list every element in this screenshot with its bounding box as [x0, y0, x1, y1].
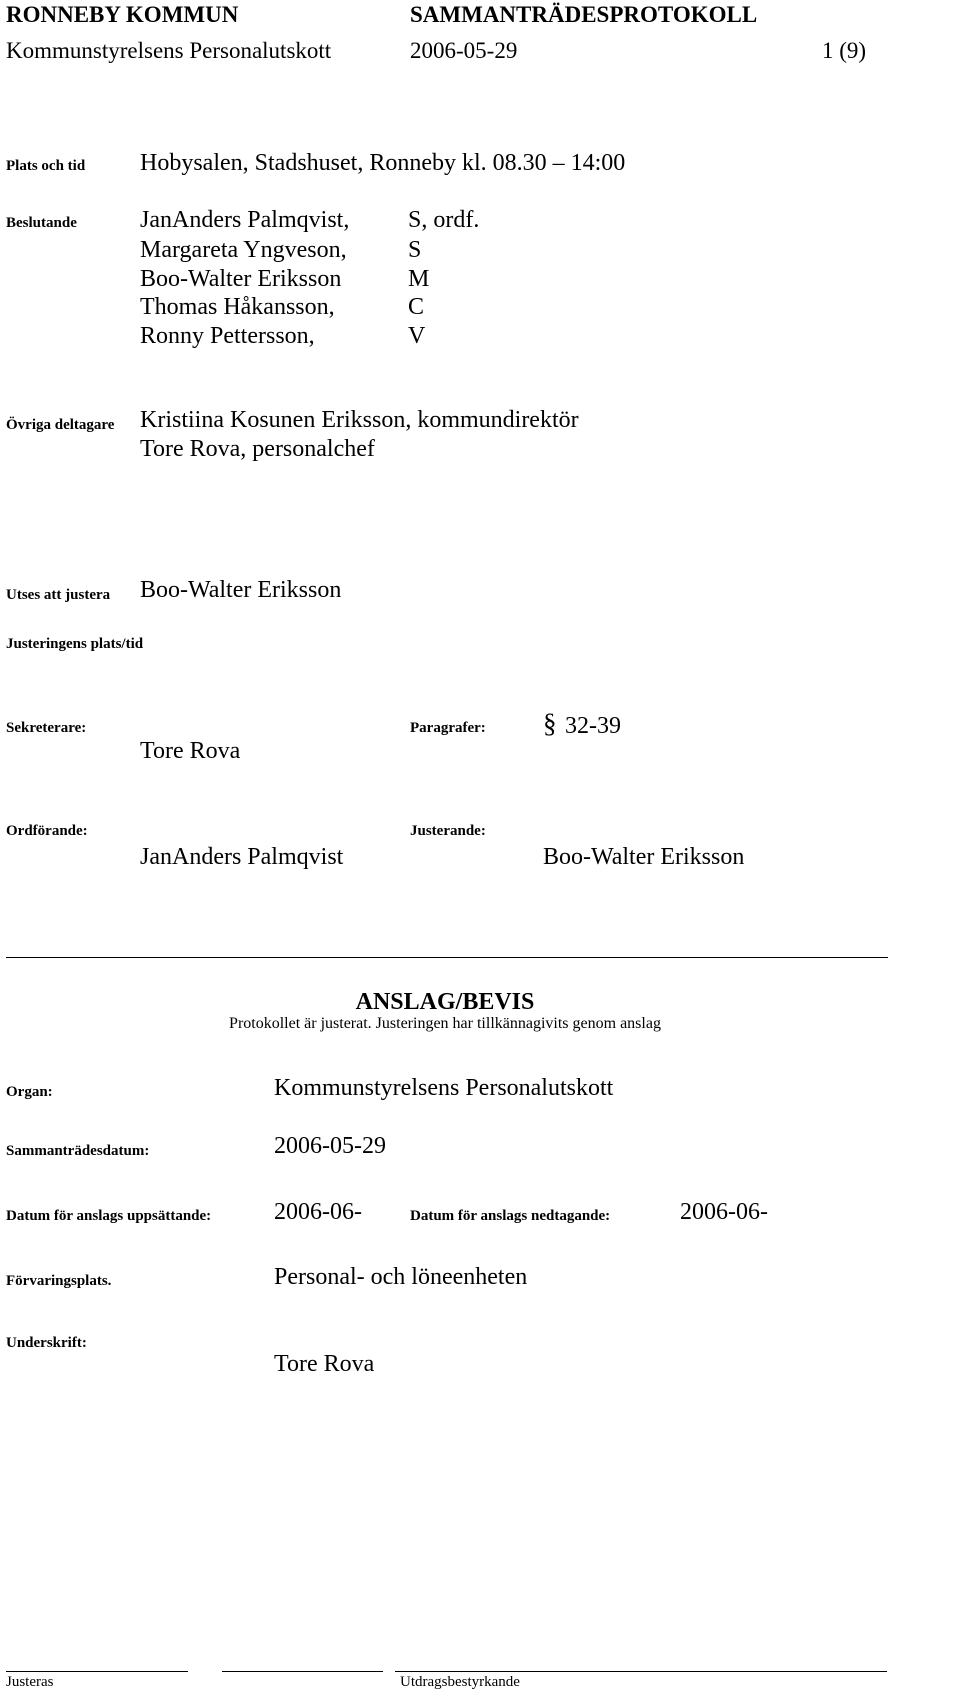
place-value: Hobysalen, Stadshuset, Ronneby kl. 08.30 – 14:00 [140, 150, 626, 176]
chair-label: Ordförande: [6, 823, 88, 839]
signature-value: Tore Rova [274, 1351, 375, 1377]
footer-line-left [6, 1671, 188, 1672]
storage-value: Personal- och löneenheten [274, 1264, 528, 1290]
posted-value: 2006-06- [274, 1199, 362, 1225]
notice-title: ANSLAG/BEVIS [355, 989, 535, 1015]
chair-name: JanAnders Palmqvist [140, 844, 344, 870]
org-name: RONNEBY KOMMUN [6, 2, 239, 27]
meeting-date-label: Sammanträdesdatum: [6, 1143, 150, 1159]
organ-value: Kommunstyrelsens Personalutskott [274, 1075, 614, 1101]
place-label: Plats och tid [6, 158, 86, 174]
adjusting-name: Boo-Walter Eriksson [543, 844, 745, 870]
member-name: Boo-Walter Eriksson [140, 266, 342, 292]
footer-adjust-label: Justeras [6, 1674, 54, 1690]
footer-certify-label: Utdragsbestyrkande [400, 1674, 520, 1690]
other-participant: Tore Rova, personalchef [140, 436, 375, 462]
adjusting-label: Justerande: [410, 823, 486, 839]
posted-label: Datum för anslags uppsättande: [6, 1208, 212, 1224]
others-label: Övriga deltagare [6, 417, 115, 433]
footer-line-mid [222, 1671, 383, 1672]
member-name: Thomas Håkansson, [140, 294, 335, 320]
secretary-name: Tore Rova [140, 738, 241, 764]
section-divider [6, 957, 888, 958]
storage-label: Förvaringsplats. [6, 1273, 112, 1289]
member-name: Ronny Pettersson, [140, 323, 315, 349]
footer-line-right [395, 1671, 887, 1672]
paragraph-symbol: § [543, 708, 557, 738]
document-type: SAMMANTRÄDESPROTOKOLL [410, 2, 758, 27]
adjuster-label: Utses att justera [6, 587, 111, 603]
signature-label: Underskrift: [6, 1335, 87, 1351]
member-party: C [408, 294, 425, 320]
adjuster-value: Boo-Walter Eriksson [140, 577, 342, 603]
paragraphs-value: 32-39 [565, 713, 621, 739]
member-party: V [408, 323, 426, 349]
paragraphs-label: Paragrafer: [410, 720, 486, 736]
committee-name: Kommunstyrelsens Personalutskott [6, 38, 332, 63]
member-name: JanAnders Palmqvist, [140, 207, 350, 233]
other-participant: Kristiina Kosunen Eriksson, kommundirektör [140, 407, 579, 433]
voting-label: Beslutande [6, 215, 77, 231]
adjust-place-label: Justeringens plats/tid [6, 636, 144, 652]
removed-value: 2006-06- [680, 1199, 768, 1225]
meeting-date-value: 2006-05-29 [274, 1133, 386, 1159]
member-name: Margareta Yngveson, [140, 237, 347, 263]
member-party: M [408, 266, 430, 292]
page-number: 1 (9) [822, 38, 867, 63]
notice-text: Protokollet är justerat. Justeringen har tillkännagivits genom anslag [229, 1015, 661, 1032]
member-party: S [408, 237, 422, 263]
member-party: S, ordf. [408, 207, 480, 233]
organ-label: Organ: [6, 1084, 53, 1100]
removed-label: Datum för anslags nedtagande: [410, 1208, 611, 1224]
header-date: 2006-05-29 [410, 38, 518, 63]
secretary-label: Sekreterare: [6, 720, 87, 736]
